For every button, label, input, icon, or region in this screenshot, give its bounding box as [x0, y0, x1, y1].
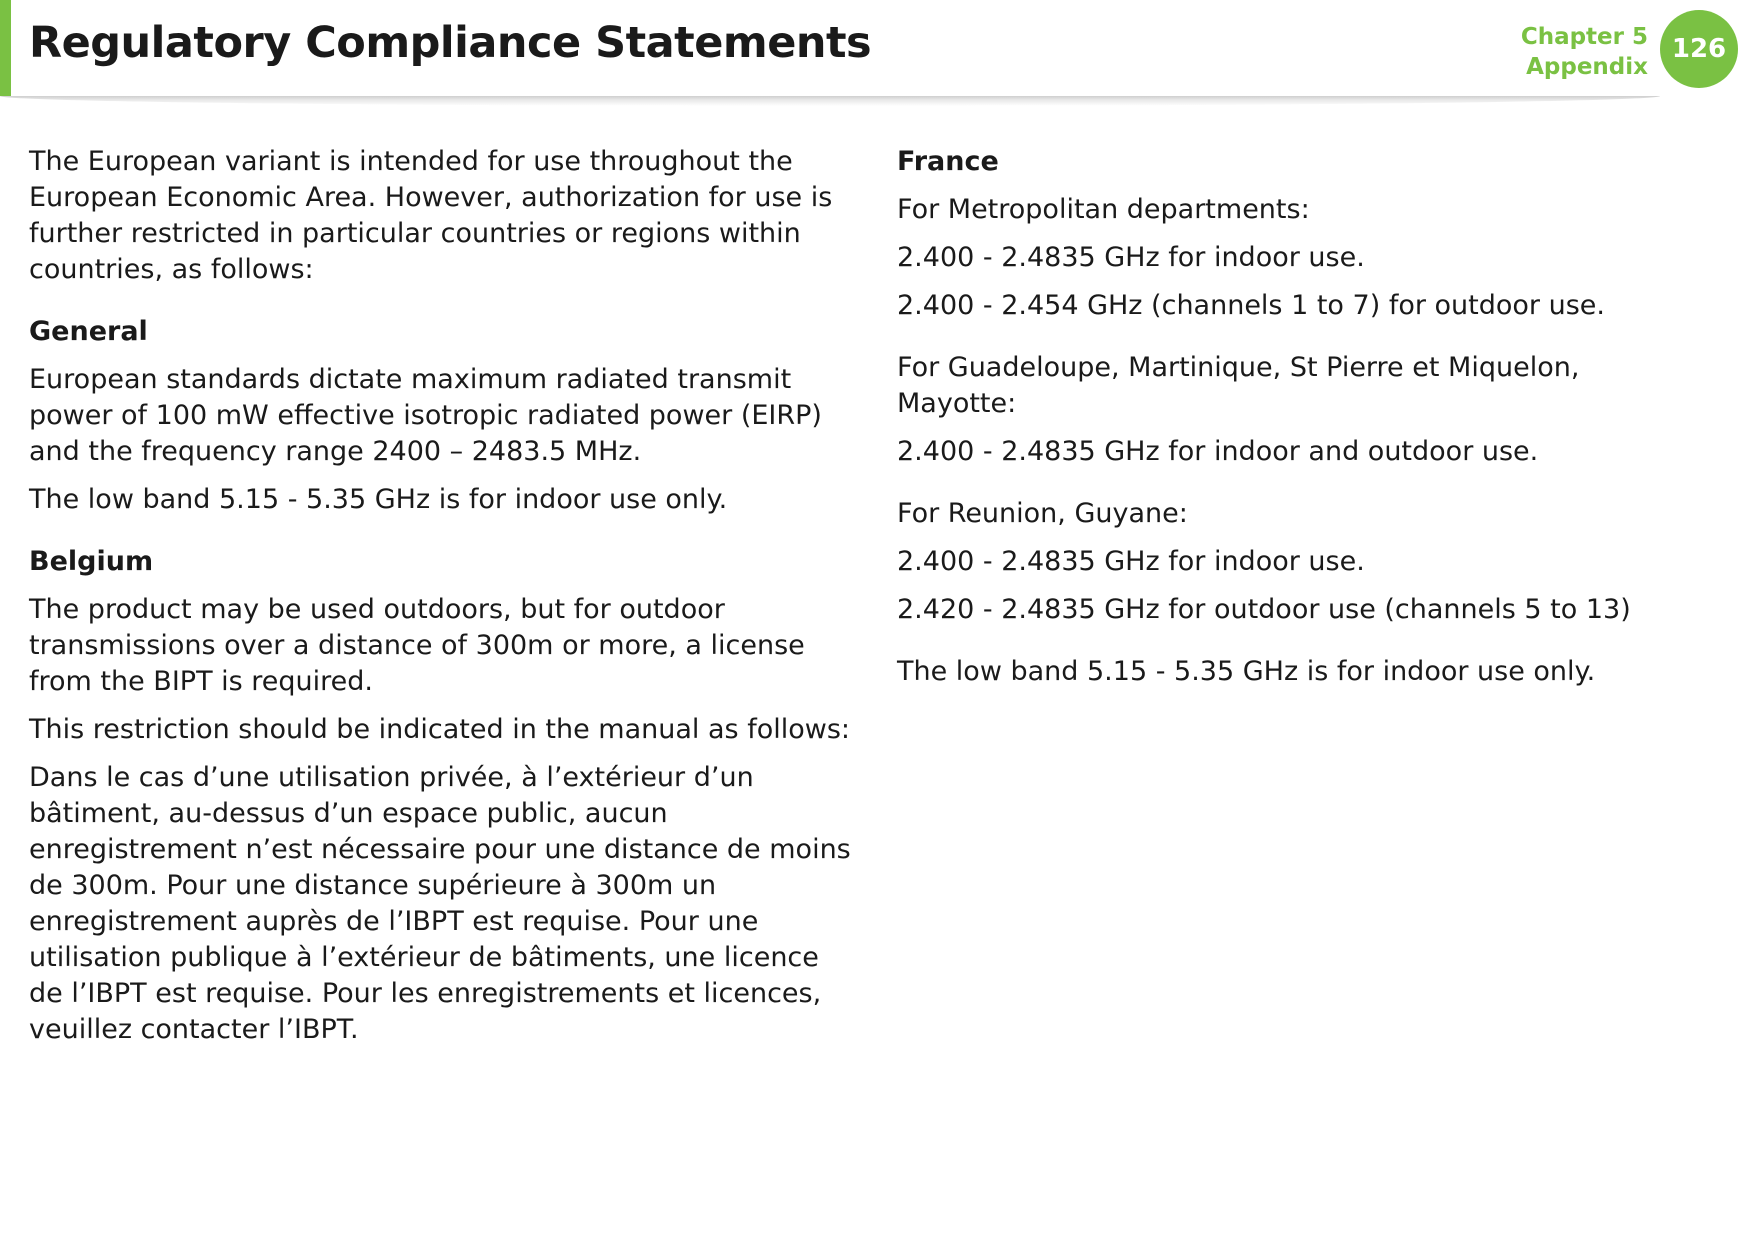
belgium-paragraph-3: Dans le cas d’une utilisation privée, à l’extérieur d’un bâtiment, au-dessus d’un espace public, aucun enregistrement n’est nécessaire pour une distance de moins de 300m. Pour une distance supérieure à 300m un enregistrement auprès de l’IBPT est requise. Pour une utilisation publique à l’extérieur de bâtiments, une licence de l’IBPT est requise. Pour les enregistrements et licences, veuillez contacter l’IBPT.: [29, 762, 851, 1045]
left-column: [29, 144, 857, 1048]
general-paragraph-2: The low band 5.15 - 5.35 GHz is for indoor use only.: [29, 484, 728, 515]
general-paragraph-1: European standards dictate maximum radiated transmit power of 100 mW effective isotropic radiated power (EIRP) and the frequency range 2400 – 2483.5 MHz.: [29, 364, 822, 467]
france-overseas-label: For Guadeloupe, Martinique, St Pierre et Miquelon, Mayotte:: [897, 352, 1580, 419]
france-metro-label: For Metropolitan departments:: [897, 194, 1310, 225]
page-number-badge: 126: [1660, 10, 1738, 88]
section-heading-general: General: [29, 316, 148, 347]
france-reunion-line-2: 2.420 - 2.4835 GHz for outdoor use (channels 5 to 13): [897, 594, 1631, 625]
france-reunion-line-1: 2.400 - 2.4835 GHz for indoor use.: [897, 546, 1365, 577]
france-reunion-label: For Reunion, Guyane:: [897, 498, 1188, 529]
belgium-paragraph-1: The product may be used outdoors, but for outdoor transmissions over a distance of 300m or more, a license from the BIPT is required.: [29, 594, 805, 697]
chapter-number: Chapter 5: [1520, 24, 1648, 50]
section-heading-france: France: [897, 146, 999, 177]
page-title: Regulatory Compliance Statements: [29, 18, 872, 68]
right-column: [897, 144, 1697, 690]
chapter-section: Appendix: [1526, 54, 1648, 80]
france-metro-line-1: 2.400 - 2.4835 GHz for indoor use.: [897, 242, 1365, 273]
section-heading-belgium: Belgium: [29, 546, 154, 577]
belgium-paragraph-2: This restriction should be indicated in the manual as follows:: [29, 714, 850, 745]
header-accent-bar: [0, 0, 11, 96]
intro-paragraph: The European variant is intended for use throughout the European Economic Area. However, authorization for use is further restricted in particular countries or regions within countries, as follows:: [29, 146, 833, 285]
header-divider: [0, 96, 1660, 106]
france-low-band-note: The low band 5.15 - 5.35 GHz is for indoor use only.: [897, 656, 1596, 687]
chapter-label: [1500, 22, 1648, 82]
france-metro-line-2: 2.400 - 2.454 GHz (channels 1 to 7) for outdoor use.: [897, 290, 1605, 321]
france-overseas-line-1: 2.400 - 2.4835 GHz for indoor and outdoor use.: [897, 436, 1539, 467]
